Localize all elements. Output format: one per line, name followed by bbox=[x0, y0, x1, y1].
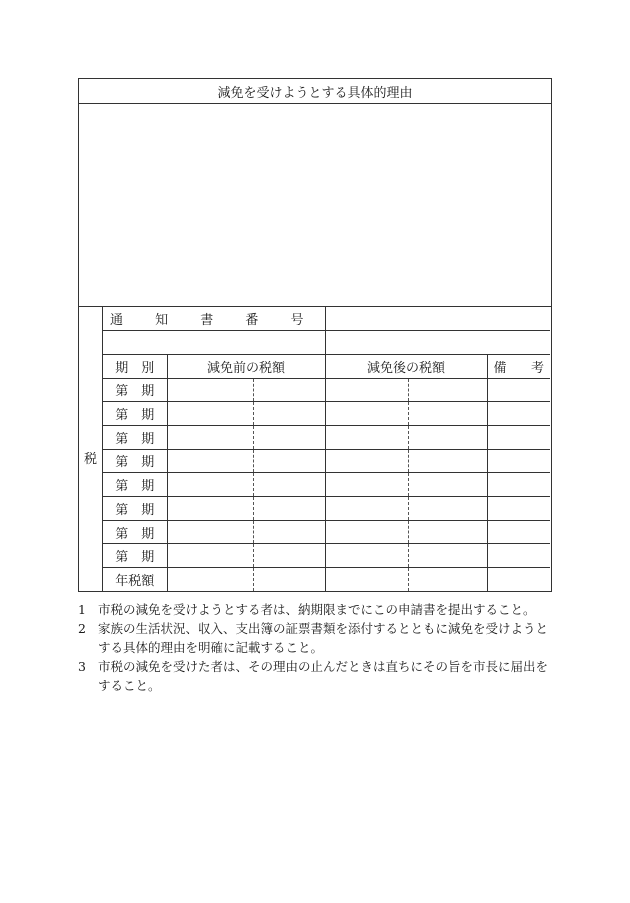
before-tax-cell[interactable] bbox=[253, 568, 325, 592]
period-row bbox=[103, 449, 550, 473]
note-item bbox=[78, 657, 553, 695]
notes-section bbox=[78, 600, 553, 695]
remarks-header bbox=[487, 354, 550, 378]
note-number: 3 bbox=[78, 659, 86, 674]
before-tax-cell[interactable] bbox=[167, 497, 253, 521]
after-tax-cell[interactable] bbox=[408, 449, 487, 473]
period-header: 期 別 bbox=[103, 354, 167, 378]
before-tax-cell[interactable] bbox=[167, 449, 253, 473]
after-tax-cell[interactable] bbox=[325, 544, 408, 568]
reduction-application-form bbox=[78, 78, 552, 592]
before-tax-cell[interactable] bbox=[253, 473, 325, 497]
notice-number-label: 通 知 書 番 号 bbox=[103, 307, 325, 331]
remarks-cell[interactable] bbox=[487, 473, 550, 497]
note-text: 市税の減免を受けようとする者は、納期限までにこの申請書を提出すること。 bbox=[98, 602, 536, 617]
note-text: 市税の減免を受けた者は、その理由の止んだときは直ちにその旨を市長に届出をすること。 bbox=[98, 659, 549, 693]
annual-tax-row bbox=[103, 568, 550, 592]
before-tax-cell[interactable] bbox=[167, 544, 253, 568]
after-tax-cell[interactable] bbox=[325, 402, 408, 426]
remarks-cell[interactable] bbox=[487, 497, 550, 521]
after-tax-cell[interactable] bbox=[325, 568, 408, 592]
note-text: 家族の生活状況、収入、支出簿の証票書類を添付するとともに減免を受けようとする具体的理由を明確に記載すること。 bbox=[98, 621, 549, 655]
remarks-cell[interactable] bbox=[487, 378, 550, 402]
period-label: 第 期 bbox=[103, 449, 167, 473]
after-tax-cell[interactable] bbox=[325, 449, 408, 473]
after-tax-cell[interactable] bbox=[325, 378, 408, 402]
remarks-cell[interactable] bbox=[487, 568, 550, 592]
reason-input-area[interactable] bbox=[79, 104, 551, 307]
period-row bbox=[103, 544, 550, 568]
after-tax-header: 減免後の税額 bbox=[325, 354, 487, 378]
before-tax-cell[interactable] bbox=[253, 449, 325, 473]
note-number: 2 bbox=[78, 621, 86, 636]
before-tax-cell[interactable] bbox=[167, 473, 253, 497]
before-tax-cell[interactable] bbox=[167, 402, 253, 426]
note-item bbox=[78, 619, 553, 657]
remarks-header-char-2: 考 bbox=[531, 360, 545, 376]
before-tax-cell[interactable] bbox=[253, 520, 325, 544]
header-row bbox=[103, 354, 550, 378]
remarks-cell[interactable] bbox=[487, 425, 550, 449]
after-tax-cell[interactable] bbox=[408, 378, 487, 402]
remarks-cell[interactable] bbox=[487, 449, 550, 473]
note-number: 1 bbox=[78, 602, 86, 617]
before-tax-cell[interactable] bbox=[253, 544, 325, 568]
tax-table bbox=[103, 307, 550, 591]
blank-cell[interactable] bbox=[325, 331, 550, 355]
notice-number-row bbox=[103, 307, 550, 331]
after-tax-cell[interactable] bbox=[408, 520, 487, 544]
before-tax-header: 減免前の税額 bbox=[167, 354, 325, 378]
before-tax-cell[interactable] bbox=[253, 497, 325, 521]
notice-number-field[interactable] bbox=[325, 307, 550, 331]
reason-title: 減免を受けようとする具体的理由 bbox=[79, 79, 551, 104]
note-item bbox=[78, 600, 553, 619]
tax-label: 税 bbox=[79, 307, 103, 591]
period-label: 第 期 bbox=[103, 473, 167, 497]
before-tax-cell[interactable] bbox=[253, 378, 325, 402]
after-tax-cell[interactable] bbox=[408, 402, 487, 426]
period-label: 第 期 bbox=[103, 378, 167, 402]
after-tax-cell[interactable] bbox=[408, 497, 487, 521]
remarks-cell[interactable] bbox=[487, 520, 550, 544]
after-tax-cell[interactable] bbox=[408, 544, 487, 568]
after-tax-cell[interactable] bbox=[325, 520, 408, 544]
blank-row bbox=[103, 331, 550, 355]
remarks-header-char-1: 備 bbox=[493, 360, 507, 376]
after-tax-cell[interactable] bbox=[408, 473, 487, 497]
after-tax-cell[interactable] bbox=[325, 425, 408, 449]
period-row bbox=[103, 497, 550, 521]
period-label: 第 期 bbox=[103, 497, 167, 521]
after-tax-cell[interactable] bbox=[325, 497, 408, 521]
before-tax-cell[interactable] bbox=[253, 402, 325, 426]
period-row bbox=[103, 520, 550, 544]
period-row bbox=[103, 473, 550, 497]
before-tax-cell[interactable] bbox=[167, 378, 253, 402]
period-label: 第 期 bbox=[103, 520, 167, 544]
period-row bbox=[103, 378, 550, 402]
period-label: 第 期 bbox=[103, 402, 167, 426]
annual-tax-label: 年税額 bbox=[103, 568, 167, 592]
period-row bbox=[103, 425, 550, 449]
before-tax-cell[interactable] bbox=[167, 425, 253, 449]
period-label: 第 期 bbox=[103, 544, 167, 568]
blank-cell[interactable] bbox=[103, 331, 325, 355]
after-tax-cell[interactable] bbox=[408, 425, 487, 449]
before-tax-cell[interactable] bbox=[167, 568, 253, 592]
period-row bbox=[103, 402, 550, 426]
tax-section bbox=[79, 307, 551, 591]
after-tax-cell[interactable] bbox=[408, 568, 487, 592]
before-tax-cell[interactable] bbox=[253, 425, 325, 449]
remarks-cell[interactable] bbox=[487, 402, 550, 426]
after-tax-cell[interactable] bbox=[325, 473, 408, 497]
before-tax-cell[interactable] bbox=[167, 520, 253, 544]
remarks-cell[interactable] bbox=[487, 544, 550, 568]
period-label: 第 期 bbox=[103, 425, 167, 449]
